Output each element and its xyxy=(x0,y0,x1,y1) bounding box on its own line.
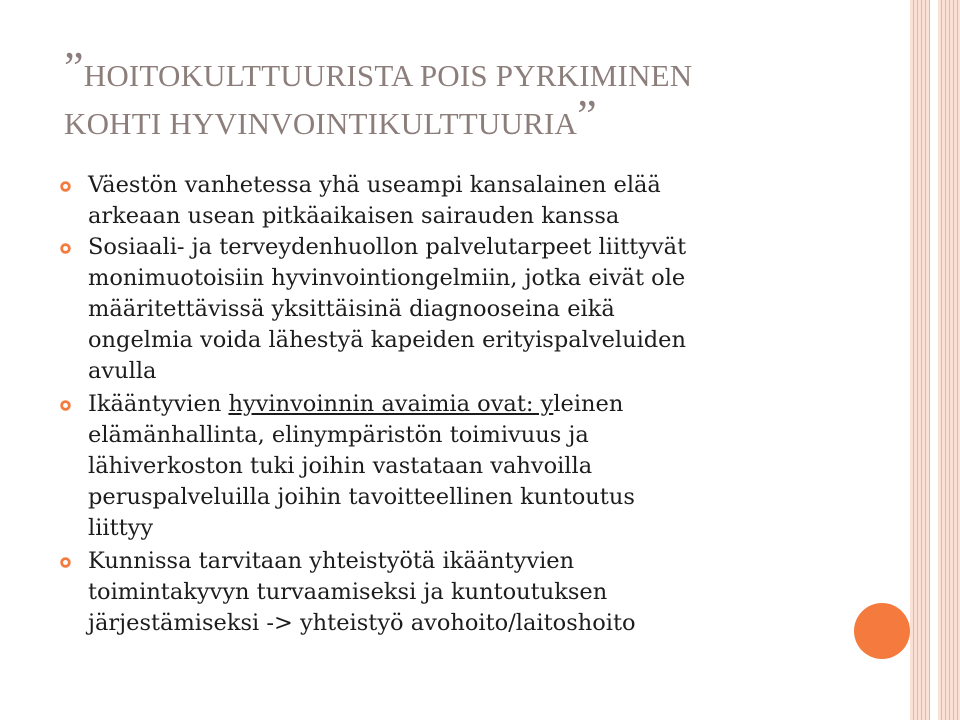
orange-ring-bullet-icon xyxy=(60,400,71,411)
bullet-item xyxy=(60,232,850,387)
bullet-line: määritettävissä yksittäisinä diagnooseina eikä xyxy=(88,296,615,322)
bullet-prefix-text: Ikääntyvien xyxy=(88,391,229,417)
bullet-line: ongelmia voida lähestyä kapeiden erityispalveluiden xyxy=(88,327,686,353)
bullet-item xyxy=(60,170,850,232)
orange-ring-bullet-icon xyxy=(60,557,71,568)
title-open-quote: ” xyxy=(64,43,84,92)
bullet-line: peruspalveluilla joihin tavoitteellinen kuntoutus xyxy=(88,484,635,510)
bullet-line: arkeaan usean pitkäaikaisen sairauden kanssa xyxy=(88,203,620,229)
slide-title-line-2 xyxy=(64,91,864,148)
decorative-stripe-gap xyxy=(930,0,938,720)
orange-ring-bullet-icon xyxy=(60,243,71,254)
bullet-line: lähiverkoston tuki joihin vastataan vahvoilla xyxy=(88,453,593,479)
title-line-1-text: HOITOKULTTUURISTA POIS PYRKIMINEN xyxy=(83,58,693,93)
bullet-line: Kunnissa tarvitaan yhteistyötä ikääntyvien xyxy=(88,548,575,574)
decorative-orange-circle xyxy=(854,603,910,659)
bullet-line: liittyy xyxy=(88,515,154,541)
bullet-suffix-text: leinen xyxy=(553,391,624,417)
slide-title xyxy=(64,43,864,148)
bullet-line: monimuotoisiin hyvinvointiongelmiin, jotka eivät ole xyxy=(88,265,686,291)
bullet-list xyxy=(60,170,850,639)
bullet-line: toimintakyvyn turvaamiseksi ja kuntoutuksen xyxy=(88,579,608,605)
hyvinvoinnin-avaimia-link[interactable]: hyvinvoinnin avaimia ovat: y xyxy=(228,391,554,417)
bullet-item xyxy=(60,546,850,639)
bullet-line: järjestämiseksi -> yhteistyö avohoito/laitoshoito xyxy=(88,610,636,636)
orange-ring-bullet-icon xyxy=(60,181,71,192)
bullet-line: Sosiaali- ja terveydenhuollon palvelutarpeet liittyvät xyxy=(88,234,687,260)
bullet-line: avulla xyxy=(88,358,157,384)
slide-title-line-1 xyxy=(64,43,864,100)
bullet-line: elämänhallinta, elinympäristön toimivuus ja xyxy=(88,422,589,448)
bullet-line xyxy=(88,389,850,420)
title-line-2-text: KOHTI HYVINVOINTIKULTTUURIA xyxy=(64,106,578,141)
bullet-item xyxy=(60,389,850,544)
title-close-quote: ” xyxy=(577,91,597,140)
bullet-line: Väestön vanhetessa yhä useampi kansalainen elää xyxy=(88,172,661,198)
